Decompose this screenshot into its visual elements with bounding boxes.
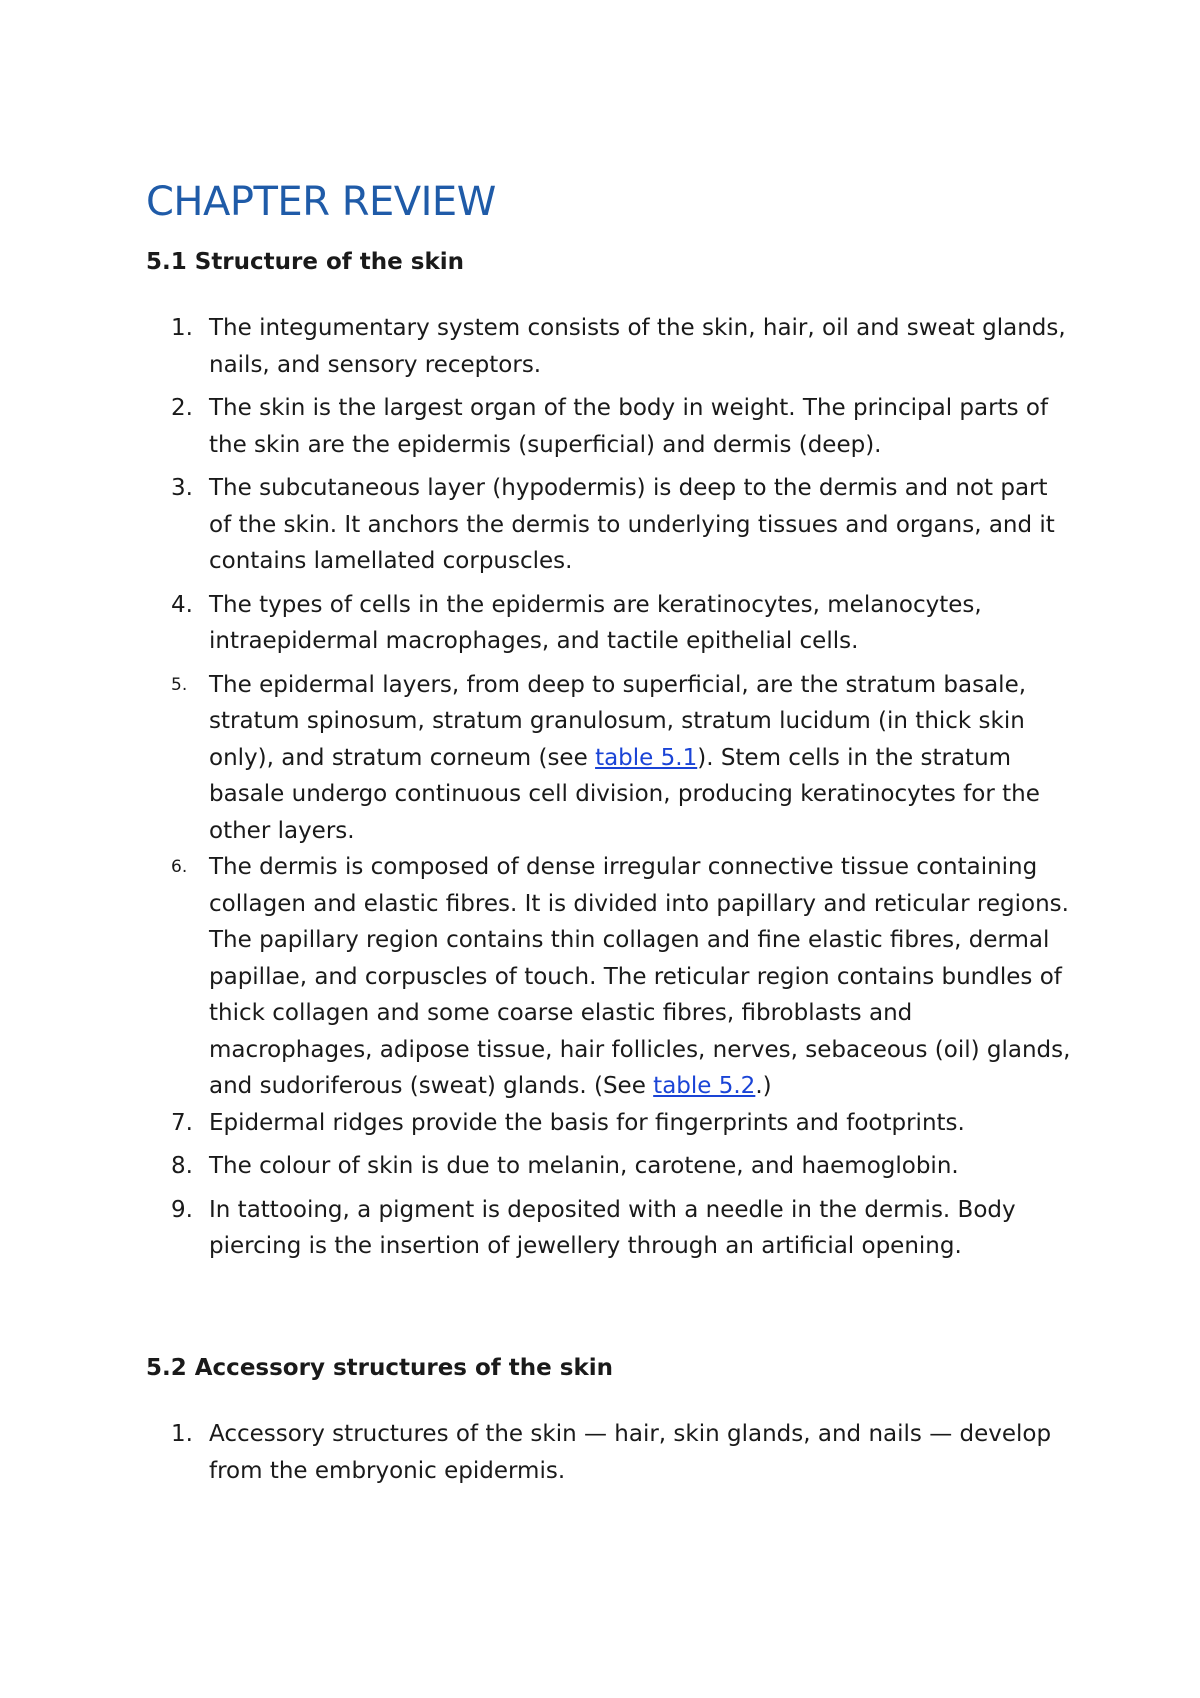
list-item-number: 1.	[171, 1421, 193, 1447]
list-item	[146, 470, 1076, 580]
list-item-number: 4.	[171, 591, 193, 618]
list-item-text: In tattooing, a pigment is deposited with a needle in the dermis. Body piercing is the insertion of jewellery through an artificial opening.	[209, 1196, 1016, 1259]
list-item-text-after: .)	[755, 1073, 772, 1099]
section-5-1-list	[146, 310, 1076, 1272]
list-item-text: The colour of skin is due to melanin, carotene, and haemoglobin.	[209, 1153, 959, 1179]
list-item	[146, 667, 1076, 850]
list-item-number: 8.	[171, 1153, 193, 1179]
list-item	[146, 310, 1076, 383]
section-5-2-list	[146, 1416, 1076, 1496]
list-item-text: The integumentary system consists of the skin, hair, oil and sweat glands, nails, and sensory receptors.	[209, 315, 1066, 378]
table-5-1-link[interactable]: table 5.1	[595, 744, 698, 771]
list-item	[146, 390, 1076, 463]
list-item	[146, 849, 1076, 1105]
list-item-text-after: ). Stem cells in the stratum basale undergo continuous cell division, producing keratinocytes for the other layers.	[209, 744, 1040, 844]
list-item-number: 2.	[171, 395, 193, 421]
list-item	[146, 587, 1076, 660]
list-item	[146, 1192, 1076, 1265]
list-item-text: The subcutaneous layer (hypodermis) is deep to the dermis and not part of the skin. It anchors the dermis to underlying tissues and organs, and it contains lamellated corpuscles.	[209, 475, 1055, 574]
list-item-text-before: The epidermal layers, from deep to superficial, are the stratum basale, stratum spinosum, stratum granulosum, stratum lucidum (in thick skin only), and stratum corneum (see	[209, 671, 1027, 771]
list-item-number: 6.	[171, 857, 188, 877]
list-item-number: 5.	[171, 674, 188, 695]
list-item	[146, 1105, 1076, 1142]
list-item-text: The skin is the largest organ of the body in weight. The principal parts of the skin are the epidermis (superficial) and dermis (deep).	[209, 395, 1049, 458]
list-item-number: 1.	[171, 315, 193, 341]
chapter-title: CHAPTER REVIEW	[146, 179, 496, 225]
list-item-number: 3.	[171, 475, 193, 501]
section-heading-5-1: 5.1 Structure of the skin	[146, 249, 465, 275]
list-item-number: 7.	[171, 1109, 193, 1136]
list-item	[146, 1148, 1076, 1185]
table-5-2-link[interactable]: table 5.2	[653, 1073, 756, 1099]
list-item-text-before: The dermis is composed of dense irregular connective tissue containing collagen and elastic fibres. It is divided into papillary and reticular regions. The papillary region contains thin collagen and fine elastic fibres, dermal papillae, and corpuscles of touch. The reticular region contains bundles of thick collagen and some coarse elastic fibres, fibroblasts and macrophages, adipose tissue, hair follicles, nerves, sebaceous (oil) glands, and sudoriferous (sweat) glands. (See	[209, 854, 1071, 1099]
list-item-number: 9.	[171, 1196, 193, 1223]
list-item-text: The types of cells in the epidermis are keratinocytes, melanocytes, intraepidermal macrophages, and tactile epithelial cells.	[209, 591, 982, 654]
list-item-text: Epidermal ridges provide the basis for fingerprints and footprints.	[209, 1109, 965, 1136]
list-item-text: Accessory structures of the skin — hair, skin glands, and nails — develop from the embryonic epidermis.	[209, 1421, 1052, 1484]
section-heading-5-2: 5.2 Accessory structures of the skin	[146, 1355, 614, 1381]
list-item	[146, 1416, 1076, 1489]
